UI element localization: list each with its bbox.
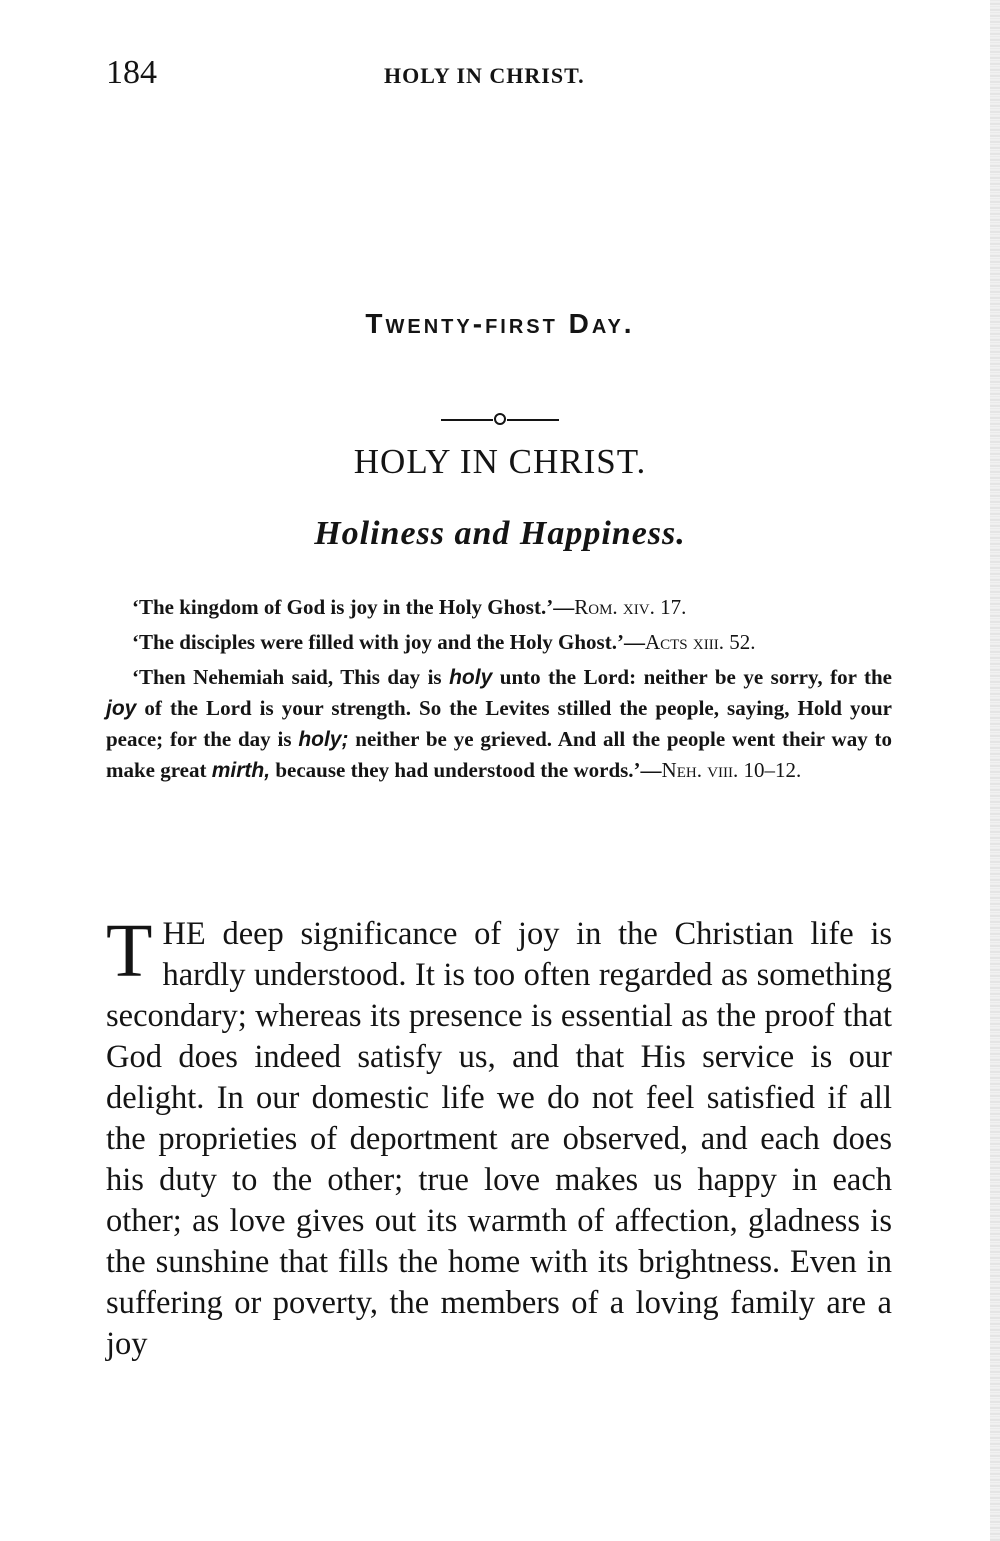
page-number: 184 (106, 54, 157, 91)
day-heading: Twenty-first Day. (365, 308, 635, 339)
body-paragraph (106, 909, 892, 1365)
ornament-divider (441, 414, 559, 424)
epigraph-source: Neh. viii. 10–12. (661, 758, 802, 782)
drop-cap: T (106, 909, 153, 993)
epigraph-text: ‘Then Nehemiah said, This day is (132, 665, 450, 689)
ornament-rule-right (507, 419, 559, 421)
epigraph-source: Rom. xiv. 17. (574, 595, 687, 619)
epigraph-source: Acts xiii. 52. (644, 630, 756, 654)
epigraph-acts (106, 627, 892, 658)
emphasis-holy: holy (449, 666, 493, 689)
chapter-title: HOLY IN CHRIST. (353, 442, 647, 481)
epigraph-text: of the Lord is your strength. So the Levites stilled the people, saying, Hold your peace; for the day is (106, 696, 892, 751)
epigraph-text: unto the Lord: neither be ye sorry, for the (492, 665, 892, 689)
epigraph-text: ‘The kingdom of God is joy in the Holy Ghost.’— (132, 595, 575, 619)
chapter-subtitle: Holiness and Happiness. (314, 515, 686, 552)
epigraph-text: because they had understood the words.’— (270, 758, 662, 782)
ornament-rule-left (441, 419, 493, 421)
body-text (106, 909, 892, 1365)
epigraph-text: ‘The disciples were filled with joy and the Holy Ghost.’— (132, 630, 645, 654)
running-head: HOLY IN CHRIST. (384, 63, 585, 88)
epigraph-text: neither be ye grieved. And all the people went their way to make great (106, 727, 892, 782)
emphasis-joy: joy (106, 697, 137, 720)
page-edge-shading (990, 0, 1000, 1541)
emphasis-mirth: mirth, (211, 759, 271, 782)
ornament-circle (494, 413, 506, 425)
epigraph-romans (106, 592, 892, 623)
body-paragraph-text: HE deep significance of joy in the Christian life is hardly understood. It is too often regarded as something secondary; whereas its presence is essential as the proof that God does indeed satisfy us, and that His service is our delight. In our domestic life we do not feel satisfied if all the proprieties of deportment are observed, and each does his duty to the other; true love makes us happy in each other; as love gives out its warmth of affection, gladness is the sunshine that fills the home with its brightness. Even in suffering or poverty, the members of a loving family are a joy (106, 916, 892, 1362)
emphasis-holy: holy; (298, 728, 349, 751)
epigraph-nehemiah (106, 662, 892, 786)
epigraphs (106, 592, 892, 790)
